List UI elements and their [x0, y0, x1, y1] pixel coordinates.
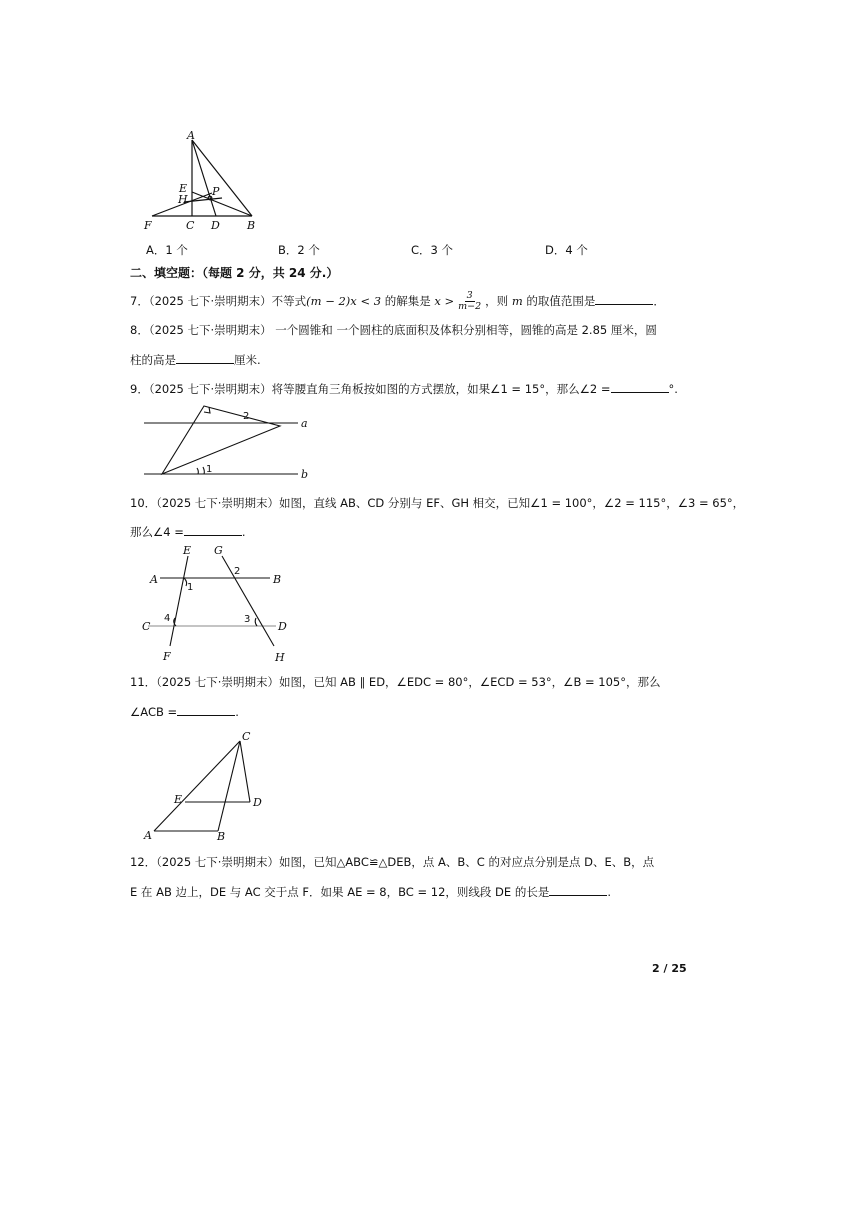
q7-tail1: ，则	[485, 294, 512, 308]
fig10-label-F: F	[163, 650, 171, 663]
fig10-label-C: C	[142, 620, 151, 633]
q10-answer-blank[interactable]	[184, 523, 242, 536]
figure-q11	[140, 725, 275, 845]
question-11-line1: 11．（2025 七下·崇明期末）如图，已知 AB ∥ ED，∠EDC = 80°，∠ECD = 53°，∠B = 105°，那么	[130, 675, 661, 689]
fig11-label-D: D	[253, 796, 262, 809]
fig6-label-C: C	[186, 219, 195, 232]
fig10-angle-3: 3	[244, 614, 251, 625]
q7-inequality: (m − 2)x < 3	[306, 294, 382, 308]
fig11-label-E: E	[174, 793, 183, 806]
q7-tail2: 的取值范围是	[522, 294, 596, 308]
fig6-label-F: F	[144, 219, 152, 232]
question-10-line2	[130, 523, 246, 540]
question-7	[130, 291, 665, 312]
q12-answer-blank[interactable]	[549, 883, 607, 896]
q7-frac-num: 3	[466, 290, 473, 301]
q7-end: ．	[653, 294, 665, 308]
q7-fraction	[456, 291, 483, 312]
q8-answer-blank[interactable]	[176, 351, 234, 364]
fig6-label-A: A	[187, 129, 195, 142]
question-8-line1: 8．（2025 七下·崇明期末） 一个圆锥和 一个圆柱的底面积及体积分别相等，圆锥的高是 2.85 厘米，圆	[130, 323, 657, 337]
q8-line2b: 厘米.	[234, 353, 261, 367]
fig9-label-b: b	[301, 468, 309, 481]
fig6-label-H: H	[178, 193, 188, 206]
fig10-angle-1: 1	[187, 582, 194, 593]
fig6-label-P: P	[212, 185, 220, 198]
option-c[interactable]: C．3 个	[411, 243, 454, 257]
fig10-label-A: A	[150, 573, 158, 586]
fig6-label-D: D	[211, 219, 220, 232]
fig9-angle-2: 2	[243, 411, 250, 422]
q8-line2a: 柱的高是	[130, 353, 176, 367]
q7-answer-blank[interactable]	[595, 292, 653, 305]
q11-answer-blank[interactable]	[177, 703, 235, 716]
fig11-label-C: C	[242, 730, 251, 743]
fig10-label-H: H	[275, 651, 285, 664]
fig11-label-A: A	[144, 829, 152, 842]
option-a[interactable]: A．1 个	[146, 243, 188, 257]
option-b[interactable]: B．2 个	[278, 243, 320, 257]
q12-line2b: .	[607, 885, 611, 899]
q7-frac-den: m−2	[458, 301, 482, 312]
fig10-label-D: D	[278, 620, 287, 633]
q7-mid: 的解集是	[381, 294, 435, 308]
question-12-line1: 12．（2025 七下·崇明期末）如图，已知△ABC≌△DEB，点 A、B、C 的对应点分别是点 D、E、B，点	[130, 855, 655, 869]
q10-line2b: .	[241, 525, 246, 539]
section-title-fill-in: 二、填空题：（每题 2 分，共 24 分.）	[130, 266, 339, 280]
q9-answer-blank[interactable]	[611, 380, 669, 393]
fig6-label-B: B	[247, 219, 256, 232]
question-10-line1: 10．（2025 七下·崇明期末）如图，直线 AB、CD 分别与 EF、GH 相交，已知∠1 = 100°，∠2 = 115°，∠3 = 65°，	[130, 496, 745, 510]
fig10-angle-2: 2	[234, 566, 241, 577]
option-d[interactable]: D．4 个	[545, 243, 588, 257]
fig6-label-E: E	[179, 182, 188, 195]
q7-prefix: 7．（2025 七下·崇明期末）不等式	[130, 294, 307, 308]
q11-line2a: ∠ACB =	[130, 705, 178, 719]
fig10-label-B: B	[273, 573, 282, 586]
q10-line2a: 那么∠4 =	[130, 525, 184, 539]
fig9-angle-1: 1	[206, 464, 213, 475]
question-12-line2	[130, 883, 611, 900]
fig10-angle-4: 4	[164, 613, 171, 624]
fig11-label-B: B	[217, 830, 226, 843]
question-11-line2	[130, 703, 239, 720]
question-8-line2	[130, 351, 261, 368]
question-9	[130, 380, 678, 397]
figure-q10	[140, 542, 300, 667]
fig10-label-G: G	[214, 544, 223, 557]
q9-end: °.	[668, 382, 678, 396]
page-number: 2 / 25	[652, 962, 687, 975]
q9-text: 9．（2025 七下·崇明期末）将等腰直角三角板按如图的方式摆放，如果∠1 = 15°，那么∠2 =	[130, 382, 611, 396]
fig9-label-a: a	[301, 417, 308, 430]
fig10-label-E: E	[183, 544, 192, 557]
figure-q6	[140, 128, 265, 236]
q11-line2b: .	[235, 705, 239, 719]
figure-q9	[140, 400, 315, 485]
q7-x: x >	[434, 294, 455, 308]
q7-m: m	[511, 294, 523, 308]
q12-line2a: E 在 AB 边上，DE 与 AC 交于点 F．如果 AE = 8，BC = 12，则线段 DE 的长是	[130, 885, 550, 899]
